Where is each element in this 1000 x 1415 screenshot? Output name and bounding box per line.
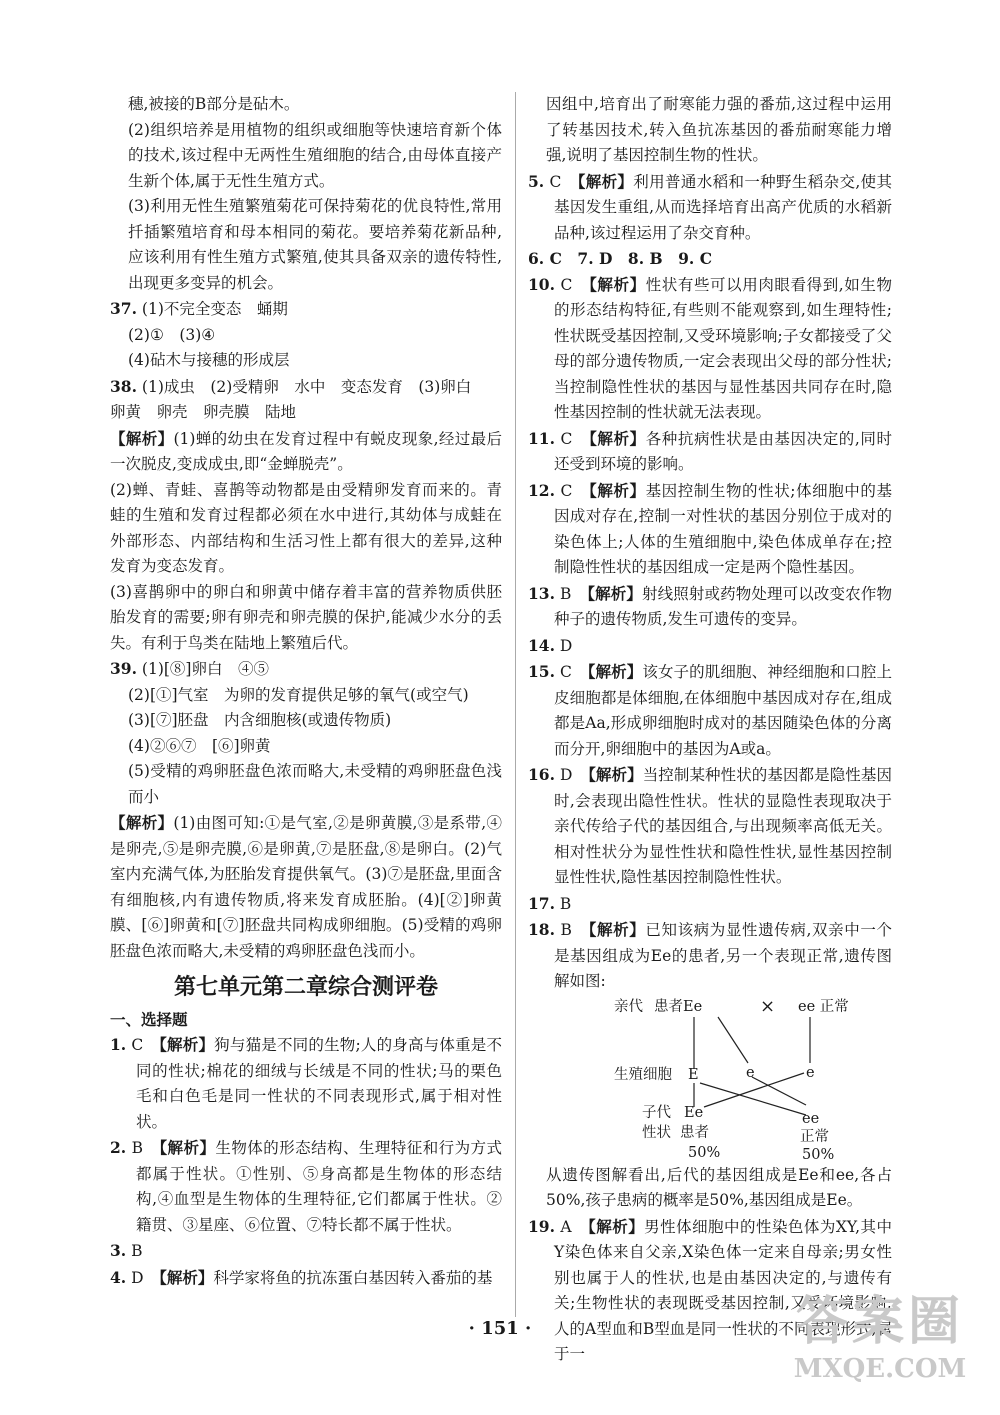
answer-38 bbox=[110, 374, 502, 401]
arrow-line bbox=[718, 1017, 748, 1063]
analysis-label: 【解析】 bbox=[159, 1267, 214, 1287]
answer-letter: C bbox=[549, 172, 562, 191]
analysis-label: 【解析】 bbox=[589, 428, 646, 448]
arrow-line bbox=[700, 1083, 806, 1115]
answer-2 bbox=[110, 1135, 502, 1238]
analysis-label: 【解析】 bbox=[577, 171, 634, 191]
answer-14 bbox=[528, 633, 892, 660]
answer-1 bbox=[110, 1032, 502, 1135]
answer-10 bbox=[528, 272, 892, 426]
answer-letter: B bbox=[131, 1139, 143, 1157]
question-number: 13. bbox=[528, 583, 555, 603]
right-column bbox=[528, 92, 892, 1368]
answer-text: 卵黄 卵壳 卵壳膜 陆地 bbox=[110, 403, 297, 421]
answer-letter: C bbox=[560, 481, 573, 500]
analysis-label: 【解析】 bbox=[159, 1138, 216, 1157]
analysis-text: (1)由图可知:①是气室,②是卵黄膜,③是系带,④是卵壳,⑤是卵壳膜,⑥是卵黄,⑦是胚盘,⑧是卵白。(2)气室内充满气体,为胚胎发育提供氧气。(3)⑦是胚盘,里面含有细胞核,内有遗传物质,将来发育成胚胎。(4)[②]卵黄膜、[⑥]卵黄和[⑦]胚盘共同构成卵细胞。(5)受精的鸡卵胚盘色浓而略大,未受精的鸡卵胚盘色浅而小。 bbox=[110, 814, 502, 960]
diagram-conclusion: 从遗传图解看出,后代的基因组成是Ee和ee,各占50%,孩子患病的概率是50%,基因组成是Ee。 bbox=[546, 1165, 892, 1209]
question-number: 11. bbox=[528, 428, 555, 448]
analysis-text: 已知该病为显性遗传病,双亲中一个是基因组成为Ee的患者,另一个表现正常,遗传图解如图: bbox=[554, 921, 892, 990]
analysis-text: 狗与猫是不同的生物;人的身高与体重是不同的性状;棉花的细绒与长绒是不同的性状;马的栗色毛和白色毛是同一性状的不同表现形式,属于相对性状。 bbox=[136, 1036, 502, 1131]
answer-16 bbox=[528, 762, 892, 891]
inheritance-lines bbox=[528, 997, 892, 1147]
gamete-e: e bbox=[746, 1064, 755, 1081]
question-number: 3. bbox=[110, 1241, 127, 1260]
offspring-Ee-percent: 50% bbox=[688, 1144, 721, 1161]
analysis-text: 射线照射或药物处理可以改变农作物种子的遗传物质,发生可遗传的变异。 bbox=[554, 584, 892, 628]
answer-letter: C bbox=[560, 429, 573, 448]
analysis-label: 【解析】 bbox=[588, 920, 646, 939]
analysis-text: 科学家将鱼的抗冻蛋白基因转入番茄的基 bbox=[213, 1268, 493, 1287]
left-column bbox=[110, 92, 502, 1291]
text-paragraph: (2)组织培养是用植物的组织或细胞等快速培育新个体的技术,该过程中无两性生殖细胞的结合,由母体直接产生新个体,属于无性生殖方式。 bbox=[128, 120, 502, 190]
answer-letter: B bbox=[131, 1242, 143, 1260]
answer-text: (5)受精的鸡卵胚盘色浓而略大,未受精的鸡卵胚盘色浅而小 bbox=[128, 762, 502, 806]
column-divider bbox=[515, 92, 516, 1317]
answer-12 bbox=[528, 478, 892, 581]
analysis bbox=[110, 426, 502, 478]
analysis-text: (1)蝉的幼虫在发育过程中有蜕皮现象,经过最后一次脱皮,变成成虫,即“金蝉脱壳”。 bbox=[110, 429, 502, 473]
gamete-label: 生殖细胞 bbox=[614, 1066, 672, 1083]
analysis-text: 生物体的形态结构、生理特征和行为方式都属于性状。①性别、⑤身高都是生物体的形态结构,④血型是生物体的生理特征,它们都属于性状。②籍贯、③星座、⑥位置、⑦特长都不属于性状。 bbox=[136, 1139, 502, 1234]
analysis-label: 【解析】 bbox=[588, 765, 643, 784]
question-number: 37. bbox=[110, 299, 137, 318]
text-line: 穗,被接的B部分是砧木。 bbox=[128, 95, 300, 113]
answer-text: (1)[⑧]卵白 ④⑤ bbox=[141, 660, 269, 678]
answer-17 bbox=[528, 891, 892, 918]
analysis-label: 【解析】 bbox=[110, 813, 174, 832]
answer-6-9: 6. C 7. D 8. B 9. C bbox=[528, 249, 713, 268]
answer-text: (2)① (3)④ bbox=[128, 325, 216, 344]
answer-text: (1)成虫 (2)受精卵 水中 变态发育 (3)卵白 bbox=[141, 377, 472, 396]
offspring-ee-percent: 50% bbox=[802, 1146, 835, 1163]
analysis-text: (3)喜鹊卵中的卵白和卵黄中储存着丰富的营养物质供胚胎发育的需要;卵有卵壳和卵壳膜的保护,能减少水分的丢失。有利于鸟类在陆地上繁殖后代。 bbox=[110, 582, 502, 652]
analysis-text: 男性体细胞中的性染色体为XY,其中Y染色体来自父亲,X染色体一定来自母亲;男女性别也属于人的性状,也是由基因决定的,与遗传有关;生物性状的表现既受基因控制,又受环境影响;人的A型血和B型血是同一性状的不同表现形式,属于一 bbox=[554, 1217, 892, 1363]
answer-letter: D bbox=[559, 766, 573, 784]
analysis-label: 【解析】 bbox=[587, 583, 642, 603]
question-number: 19. bbox=[528, 1216, 555, 1236]
question-number: 1. bbox=[110, 1035, 127, 1054]
offspring-ee-trait: 正常 bbox=[800, 1128, 829, 1145]
parent-normal: ee 正常 bbox=[798, 998, 849, 1015]
gamete-E: E bbox=[688, 1066, 699, 1083]
answer-letter: D bbox=[559, 636, 573, 655]
question-number: 14. bbox=[528, 635, 555, 655]
question-number: 39. bbox=[110, 659, 137, 678]
question-number: 16. bbox=[528, 765, 555, 784]
answer-37 bbox=[110, 296, 502, 323]
analysis-text: 利用普通水稻和一种野生稻杂交,使其基因发生重组,从而选择培育出高产优质的水稻新品种,该过程运用了杂交育种。 bbox=[554, 172, 892, 242]
answer-text: (4)②⑥⑦ [⑥]卵黄 bbox=[128, 736, 271, 755]
answer-text: (1)不完全变态 蛹期 bbox=[141, 300, 288, 318]
offspring-Ee-trait: 患者 bbox=[680, 1124, 709, 1141]
answer-text: (2)[①]气室 为卵的发育提供足够的氧气(或空气) bbox=[128, 685, 469, 704]
watermark-url: MXQE.COM bbox=[793, 1354, 967, 1384]
answer-39 bbox=[110, 656, 502, 683]
analysis-text: 基因控制生物的性状;体细胞中的基因成对存在,控制一对性状的基因分别位于成对的染色体上;人体的生殖细胞中,染色体成单存在;控制隐性性状的基因组成一定是两个隐性基因。 bbox=[554, 481, 892, 576]
analysis-label: 【解析】 bbox=[589, 480, 646, 500]
answer-letter: B bbox=[560, 921, 572, 939]
parent-affected: 患者Ee bbox=[654, 998, 703, 1015]
answer-letter: C bbox=[560, 663, 572, 681]
answer-text: (3)[⑦]胚盘 内含细胞核(或遗传物质) bbox=[128, 711, 392, 729]
answer-letter: D bbox=[131, 1268, 144, 1287]
answer-15 bbox=[528, 659, 892, 762]
answer-5 bbox=[528, 169, 892, 247]
analysis-label: 【解析】 bbox=[589, 274, 646, 294]
answer-text: (4)砧木与接穗的形成层 bbox=[128, 351, 290, 369]
question-number: 12. bbox=[528, 480, 555, 500]
answer-letter: B bbox=[560, 584, 572, 603]
question-number: 4. bbox=[110, 1267, 127, 1287]
page-number: · 151 · bbox=[468, 1318, 532, 1339]
text-paragraph: 因组中,培育出了耐寒能力强的番茄,这过程中运用了转基因技术,转入鱼抗冻基因的番茄耐寒能力增强,说明了基因控制生物的性状。 bbox=[546, 95, 892, 164]
analysis-label: 【解析】 bbox=[159, 1035, 215, 1054]
answer-18 bbox=[528, 917, 892, 995]
answer-3 bbox=[110, 1238, 502, 1265]
analysis bbox=[110, 810, 502, 964]
question-number: 18. bbox=[528, 920, 555, 939]
answer-13 bbox=[528, 581, 892, 633]
question-number: 5. bbox=[528, 171, 545, 191]
subsection-title: 一、选择题 bbox=[110, 1010, 188, 1029]
analysis-text: (2)蝉、青蛙、喜鹊等动物都是由受精卵发育而来的。青蛙的生殖和发育过程都必须在水中进行,其幼体与成蛙在外部形态、内部结构和生活习性上都有很大的差异,这种发育为变态发育。 bbox=[110, 480, 502, 575]
question-number: 38. bbox=[110, 376, 137, 396]
cross-symbol: × bbox=[760, 995, 776, 1017]
inheritance-diagram bbox=[528, 995, 892, 1163]
question-number: 10. bbox=[528, 274, 555, 294]
analysis-text: 当控制某种性状的基因都是隐性基因时,会表现出隐性性状。性状的显隐性表现取决于亲代传给子代的基因组合,与出现频率高低无关。相对性状分为显性性状和隐性性状,显性基因控制显性性状,隐性基因控制隐性性状。 bbox=[554, 766, 892, 886]
watermark-title: 答案圈 bbox=[795, 1291, 964, 1352]
offspring-ee: ee bbox=[802, 1110, 820, 1127]
answer-letter: C bbox=[560, 275, 573, 294]
analysis-label: 【解析】 bbox=[587, 662, 643, 681]
question-number: 2. bbox=[110, 1138, 127, 1157]
answer-letter: C bbox=[131, 1036, 144, 1054]
analysis-text: 性状有些可以用肉眼看得到,如生物的形态结构特征,有些则不能观察到,如生理特性;性状既受基因控制,又受环境影响;子女都接受了父母的部分遗传物质,一定会表现出父母的部分性状;当控制隐性性状的基因与显性基因共同存在时,隐性基因控制的性状就无法表现。 bbox=[554, 275, 892, 421]
analysis-label: 【解析】 bbox=[110, 428, 174, 448]
analysis-text: 各种抗病性状是由基因决定的,同时还受到环境的影响。 bbox=[554, 429, 892, 473]
parents-label: 亲代 bbox=[614, 998, 643, 1015]
question-number: 17. bbox=[528, 893, 555, 913]
answer-4 bbox=[110, 1265, 502, 1292]
analysis-text: 该女子的肌细胞、神经细胞和口腔上皮细胞都是体细胞,在体细胞中基因成对存在,组成都是Aa,形成卵细胞时成对的基因随染色体的分离而分开,卵细胞中的基因为A或a。 bbox=[554, 663, 892, 758]
analysis-label: 【解析】 bbox=[588, 1216, 645, 1236]
answer-letter: A bbox=[560, 1217, 572, 1236]
question-number: 15. bbox=[528, 662, 555, 681]
text-paragraph: (3)利用无性生殖繁殖菊花可保持菊花的优良特性,常用扦插繁殖培育和母本相同的菊花。要培养菊花新品种,应该利用有性生殖方式繁殖,使其具备双亲的遗传特性,出现更多变异的机会。 bbox=[128, 197, 502, 292]
section-heading: 第七单元第二章综合测评卷 bbox=[173, 974, 438, 1000]
answer-letter: B bbox=[559, 894, 572, 913]
offspring-label: 子代 bbox=[642, 1104, 671, 1121]
answer-11 bbox=[528, 426, 892, 478]
watermark-logo bbox=[780, 1290, 980, 1400]
trait-label: 性状 bbox=[642, 1124, 671, 1141]
gamete-e: e bbox=[806, 1064, 815, 1081]
offspring-Ee: Ee bbox=[684, 1104, 704, 1121]
